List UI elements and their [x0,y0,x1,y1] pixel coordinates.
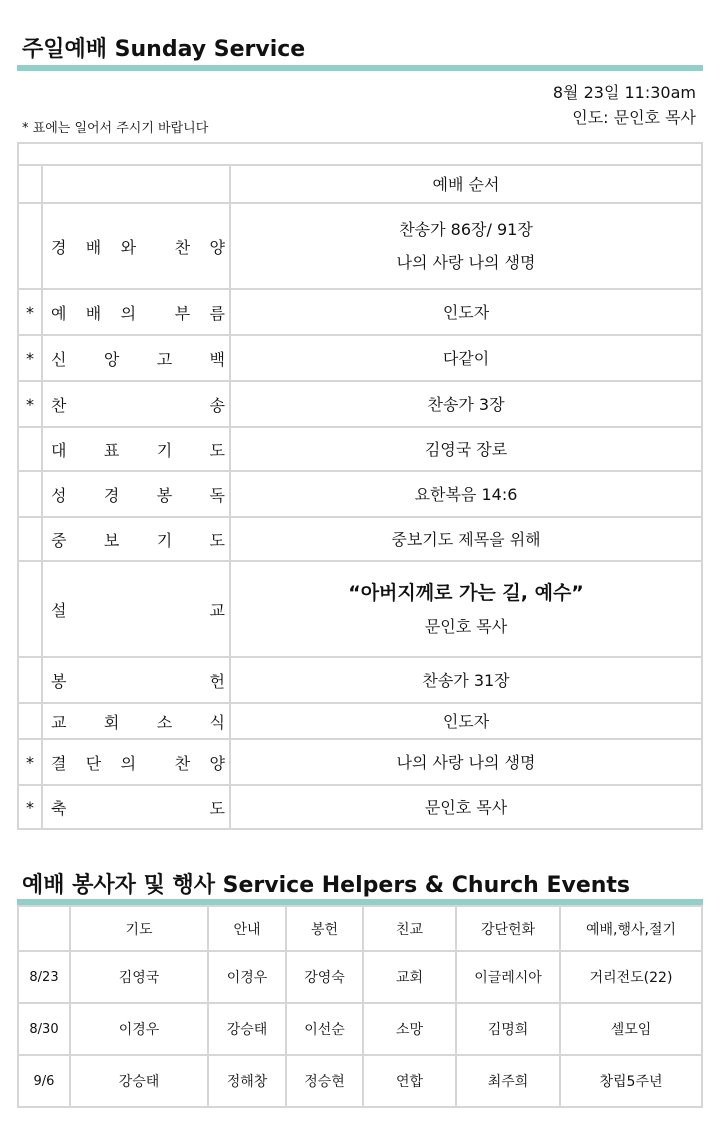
order-item-name [42,427,230,471]
stand-marker [18,561,42,657]
service-leader: 인도: 문인호 목사 [572,108,696,127]
helpers-cell: 연합 [363,1055,456,1107]
order-row [18,703,702,739]
order-row [18,657,702,703]
name-char: 보 [103,530,120,550]
name-char: 기 [156,530,173,550]
order-item-content [230,427,702,471]
order-row [18,517,702,561]
order-item-name [42,785,230,829]
section-title-helpers-events: 예배 봉사자 및 행사 Service Helpers & Church Events [22,873,631,898]
name-char: 양 [209,753,225,773]
name-char: 도 [209,798,225,818]
helpers-cell: 정해창 [208,1055,286,1107]
name-char: 름 [209,303,225,323]
order-item-name-letters [51,483,225,506]
name-char: 양 [209,237,225,257]
name-char: 교 [209,600,225,620]
name-char: 배 [85,303,102,323]
header-name-cell [42,165,230,203]
order-row [18,427,702,471]
name-char: 경 [51,237,67,257]
stand-marker [18,657,42,703]
name-char: 중 [51,530,67,550]
helpers-row [18,1003,702,1055]
order-row [18,381,702,427]
helpers-column-header: 봉헌 [286,906,363,951]
name-char: 독 [209,485,225,505]
order-row [18,335,702,381]
order-item-name [42,561,230,657]
name-char: 대 [51,440,67,460]
helpers-cell: 이선순 [286,1003,363,1055]
stand-marker [18,517,42,561]
order-header-row [18,165,702,203]
content-line: 문인호 목사 [424,797,508,817]
helpers-cell: 강승태 [208,1003,286,1055]
helpers-column-header: 예배,행사,절기 [560,906,702,951]
name-char: 소 [156,712,173,732]
blank-cell [18,143,702,165]
section-title-sunday-service: 주일예배 Sunday Service [22,37,306,62]
name-char: 찬 [174,237,191,257]
order-item-name [42,739,230,785]
name-char: 식 [209,712,225,732]
order-header: 예배 순서 [230,165,702,203]
helpers-row [18,1055,702,1107]
stand-marker [18,471,42,517]
order-item-name-letters [51,669,225,692]
helpers-row [18,951,702,1003]
order-item-content [230,289,702,335]
name-char: 표 [103,440,120,460]
helpers-cell: 이경우 [208,951,286,1003]
stand-marker: * [18,381,42,427]
stand-marker: * [18,289,42,335]
helpers-events-table [17,905,703,1108]
title-underline-bar [17,65,703,71]
helpers-cell: 소망 [363,1003,456,1055]
name-char: 기 [156,440,173,460]
name-char: 회 [103,712,120,732]
name-char: 부 [174,303,191,323]
helpers-cell: 이글레시아 [456,951,560,1003]
order-item-name-letters [51,528,225,551]
order-item-content [230,203,702,289]
content-line: 요한복음 14:6 [414,484,518,504]
order-item-name-letters [51,796,225,819]
order-row [18,785,702,829]
order-item-content [230,561,702,657]
name-char: 신 [51,349,67,369]
order-item-name [42,517,230,561]
order-item-content [230,471,702,517]
helpers-column-header [18,906,70,951]
order-item-name [42,335,230,381]
name-char: 경 [103,485,120,505]
helpers-column-header: 기도 [70,906,208,951]
helpers-cell: 이경우 [70,1003,208,1055]
order-row [18,561,702,657]
content-line: 문인호 목사 [424,616,508,636]
order-item-content [230,657,702,703]
helpers-column-header: 친교 [363,906,456,951]
order-item-content [230,739,702,785]
helpers-cell: 강영숙 [286,951,363,1003]
helpers-date: 8/23 [18,951,70,1003]
order-item-name [42,381,230,427]
helpers-cell: 셀모임 [560,1003,702,1055]
name-char: 도 [209,530,225,550]
name-char: 설 [51,600,67,620]
order-item-name [42,471,230,517]
helpers-header-row [18,906,702,951]
header-star-cell [18,165,42,203]
name-char: 배 [85,237,102,257]
name-char: 봉 [156,485,173,505]
order-row [18,289,702,335]
helpers-cell: 강승태 [70,1055,208,1107]
name-char: 결 [51,753,67,773]
order-item-name [42,703,230,739]
content-line: 나의 사랑 나의 생명 [396,253,536,272]
name-char: 앙 [103,349,120,369]
helpers-cell: 김명희 [456,1003,560,1055]
stand-marker [18,703,42,739]
content-line: 나의 사랑 나의 생명 [396,752,536,772]
content-line: 인도자 [442,302,490,322]
helpers-cell: 창립5주년 [560,1055,702,1107]
content-line: 다같이 [442,348,490,368]
name-char: 찬 [174,753,191,773]
sermon-title: “아버지께로 가는 길, 예수” [348,581,584,604]
content-line: 찬송가 86장/ 91장 [399,220,533,239]
stand-marker: * [18,335,42,381]
order-item-content [230,381,702,427]
stand-marker [18,203,42,289]
helpers-cell: 거리전도(22) [560,951,702,1003]
content-line: 인도자 [442,711,490,731]
name-char: 와 [120,237,137,257]
name-char: 찬 [51,395,67,415]
order-item-name [42,203,230,289]
order-row [18,739,702,785]
order-item-content [230,335,702,381]
order-item-name-letters [51,393,225,416]
order-item-content [230,703,702,739]
order-row [18,203,702,289]
order-item-name-letters [51,235,225,258]
name-char: 의 [120,753,137,773]
order-item-name-letters [51,598,225,621]
blank-row [18,143,702,165]
name-char: 의 [120,303,137,323]
content-line: 중보기도 제목을 위해 [391,529,541,549]
helpers-date: 9/6 [18,1055,70,1107]
name-char: 도 [209,440,225,460]
order-item-name-letters [51,751,225,774]
name-char: 교 [51,712,67,732]
content-line: 찬송가 3장 [427,394,505,414]
stand-marker [18,427,42,471]
name-char: 봉 [51,671,67,691]
stand-marker: * [18,739,42,785]
order-item-name-letters [51,710,225,733]
name-char: 성 [51,485,67,505]
name-char: 예 [51,303,67,323]
helpers-cell: 정승현 [286,1055,363,1107]
name-char: 헌 [209,671,225,691]
order-item-name [42,657,230,703]
name-char: 고 [156,349,173,369]
helpers-cell: 김영국 [70,951,208,1003]
helpers-date: 8/30 [18,1003,70,1055]
order-item-name [42,289,230,335]
helpers-column-header: 안내 [208,906,286,951]
name-char: 송 [209,395,225,415]
content-line: 찬송가 31장 [422,670,510,690]
service-date-time: 8월 23일 11:30am [552,83,696,102]
order-row [18,471,702,517]
stand-marker: * [18,785,42,829]
order-item-name-letters [51,438,225,461]
order-item-content [230,785,702,829]
name-char: 백 [209,349,225,369]
order-item-content [230,517,702,561]
name-char: 축 [51,798,67,818]
helpers-cell: 최주희 [456,1055,560,1107]
worship-order-table [17,142,703,830]
standing-note: * 표에는 일어서 주시기 바랍니다 [22,121,209,136]
helpers-cell: 교회 [363,951,456,1003]
helpers-column-header: 강단헌화 [456,906,560,951]
name-char: 단 [85,753,102,773]
order-item-name-letters [51,347,225,370]
content-line: 김영국 장로 [424,439,508,459]
order-item-name-letters [51,301,225,324]
